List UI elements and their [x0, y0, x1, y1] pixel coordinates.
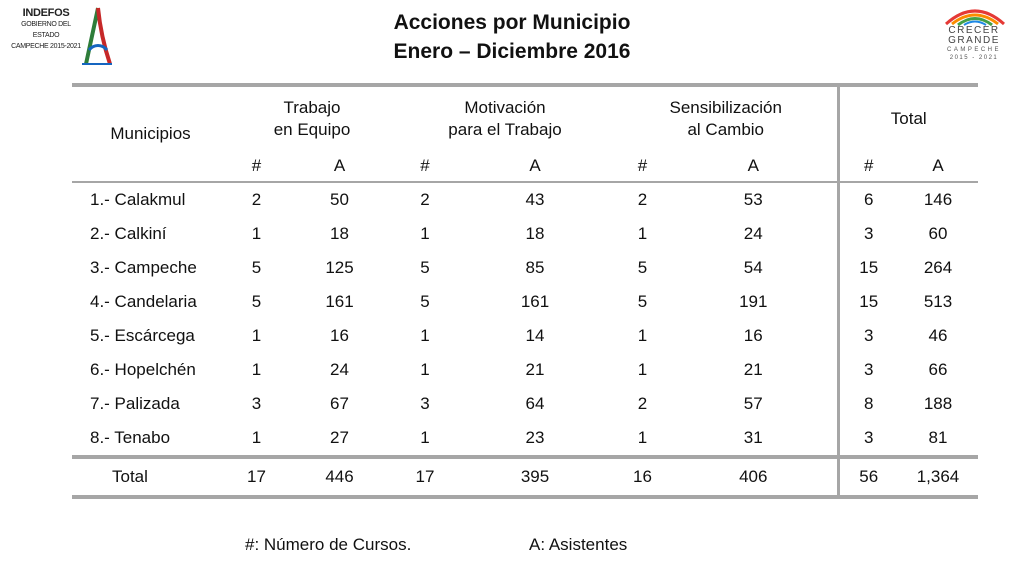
- municipio-name: 5.- Escárcega: [90, 326, 195, 345]
- table-cell: 6: [864, 190, 874, 209]
- header-sensibilizacion-line2: al Cambio: [687, 120, 765, 139]
- table-cell: 5: [420, 258, 430, 277]
- table-cell: 1: [251, 224, 262, 243]
- table-cell: 2: [637, 394, 648, 413]
- table-cell: 46: [928, 326, 948, 345]
- table-cell: 3: [864, 360, 874, 379]
- header-trabajo-equipo-line2: en Equipo: [273, 120, 351, 139]
- table-cell: 1: [251, 360, 262, 379]
- header-trabajo-equipo: [229, 85, 395, 151]
- indefos-logo-name: INDEFOS: [22, 7, 70, 19]
- table-cell: 18: [330, 224, 349, 243]
- table-cell: 21: [670, 353, 838, 387]
- table-cell: 1: [420, 428, 430, 447]
- header-total-line1: Total: [890, 109, 927, 128]
- table-cell: 146: [923, 190, 953, 209]
- table-cell: 85: [525, 258, 545, 277]
- table-cell: 8: [864, 394, 874, 413]
- table-cell: 18: [525, 224, 545, 243]
- subheader-cell: A: [670, 151, 838, 182]
- crecer-word: CRECER: [948, 25, 1000, 36]
- table-cell: 53: [670, 182, 838, 217]
- table-cell: 3: [864, 428, 874, 447]
- header-trabajo-equipo-line1: Trabajo: [283, 98, 341, 117]
- table-row: [72, 387, 978, 421]
- total-cell: 406: [670, 457, 838, 497]
- indefos-logo-line3: CAMPECHE 2015-2021: [11, 43, 81, 50]
- total-cell: 395: [455, 457, 615, 497]
- table-cell: 60: [928, 224, 948, 243]
- table-cell: 2: [420, 190, 430, 209]
- table-cell: 50: [330, 190, 349, 209]
- table-cell: 3: [864, 224, 874, 243]
- subheader-cell: #: [395, 151, 455, 182]
- table-cell: 14: [525, 326, 545, 345]
- acciones-table: [72, 83, 978, 499]
- table-cell: 161: [520, 292, 550, 311]
- table-cell: 24: [330, 360, 349, 379]
- total-cell: 17: [229, 457, 284, 497]
- table-cell: 1: [420, 360, 430, 379]
- table-row: [72, 319, 978, 353]
- municipio-name: 8.- Tenabo: [90, 428, 171, 447]
- header-municipios: Municipios: [72, 85, 229, 182]
- table-cell: 1: [637, 428, 648, 447]
- municipio-name: 3.- Campeche: [90, 258, 197, 277]
- table-cell: 21: [525, 360, 545, 379]
- footnote-cursos: #: Número de Cursos.: [245, 535, 412, 554]
- table-cell: 5: [420, 292, 430, 311]
- table-cell: 15: [859, 292, 879, 311]
- table-cell: 1: [637, 360, 648, 379]
- header-sensibilizacion-line1: Sensibilización: [669, 98, 782, 117]
- table-cell: 66: [928, 360, 948, 379]
- table-cell: 81: [928, 428, 948, 447]
- municipio-name: 1.- Calakmul: [90, 190, 186, 209]
- subheader-cell: #: [615, 151, 670, 182]
- table-cell: 5: [251, 292, 262, 311]
- table-cell: 5: [637, 292, 648, 311]
- table-cell: 513: [923, 292, 953, 311]
- table-row: [72, 285, 978, 319]
- total-row: [72, 457, 978, 497]
- table-row: [72, 421, 978, 457]
- table-row: [72, 353, 978, 387]
- table-cell: 2: [637, 190, 648, 209]
- table-cell: 31: [670, 421, 838, 457]
- table-cell: 16: [330, 326, 349, 345]
- table-cell: 161: [325, 292, 354, 311]
- table-cell: 24: [670, 217, 838, 251]
- table-row: [72, 251, 978, 285]
- table-cell: 264: [923, 258, 953, 277]
- crecer-grande-arc-icon: [944, 4, 1006, 26]
- crecer-grande-years: 2015 - 2021: [949, 55, 999, 61]
- table-cell: 1: [637, 326, 648, 345]
- header-sensibilizacion: [615, 85, 838, 151]
- crecer-grande-campeche: CAMPECHE: [946, 47, 1001, 53]
- subheader-cell: A: [455, 151, 615, 182]
- total-cell: 17: [395, 457, 455, 497]
- table-cell: 67: [330, 394, 349, 413]
- total-cell: 446: [284, 457, 395, 497]
- municipio-name: 2.- Calkiní: [90, 224, 167, 243]
- header-total: [838, 85, 978, 151]
- table-cell: 64: [525, 394, 545, 413]
- table-cell: 125: [325, 258, 354, 277]
- table-cell: 3: [420, 394, 430, 413]
- table-cell: 1: [637, 224, 648, 243]
- subheader-cell: #: [838, 151, 898, 182]
- crecer-grande-logo: [938, 4, 1018, 76]
- table-cell: 23: [525, 428, 545, 447]
- crecer-grande-words: [938, 26, 1010, 46]
- title-line-2: Enero – Diciembre 2016: [393, 40, 631, 63]
- municipio-name: 4.- Candelaria: [90, 292, 197, 311]
- subheader-cell: #: [229, 151, 284, 182]
- total-cell: 56: [838, 457, 898, 497]
- footnote-asistentes: A: Asistentes: [529, 535, 628, 554]
- grande-word: GRANDE: [948, 35, 1000, 46]
- municipio-name: 6.- Hopelchén: [90, 360, 196, 379]
- table-cell: 1: [251, 326, 262, 345]
- table-row: [72, 182, 978, 217]
- subheader-cell: A: [284, 151, 395, 182]
- table-cell: 1: [420, 224, 430, 243]
- table-cell: 15: [859, 258, 879, 277]
- table-cell: 3: [864, 326, 874, 345]
- table-row: [72, 217, 978, 251]
- municipio-name: 7.- Palizada: [90, 394, 180, 413]
- subheader-cell: A: [898, 151, 978, 182]
- table-cell: 5: [637, 258, 648, 277]
- table-cell: 1: [251, 428, 262, 447]
- table-cell: 54: [670, 251, 838, 285]
- table-cell: 27: [330, 428, 349, 447]
- table-cell: 188: [923, 394, 953, 413]
- table-cell: 3: [251, 394, 262, 413]
- table-cell: 43: [525, 190, 545, 209]
- total-cell: 1,364: [898, 457, 978, 497]
- indefos-logo-line2: GOBIERNO DEL ESTADO: [21, 21, 71, 39]
- total-cell: 16: [615, 457, 670, 497]
- total-label: Total: [72, 457, 229, 497]
- table-cell: 16: [670, 319, 838, 353]
- header-motivacion-line2: para el Trabajo: [448, 120, 562, 139]
- header-motivacion-line1: Motivación: [464, 98, 546, 117]
- title-line-1: Acciones por Municipio: [393, 11, 631, 34]
- page-title: [0, 8, 1024, 66]
- table-cell: 191: [670, 285, 838, 319]
- header-motivacion: [395, 85, 615, 151]
- table-cell: 2: [251, 190, 262, 209]
- table-cell: 1: [420, 326, 430, 345]
- table-cell: 5: [251, 258, 262, 277]
- table-cell: 57: [670, 387, 838, 421]
